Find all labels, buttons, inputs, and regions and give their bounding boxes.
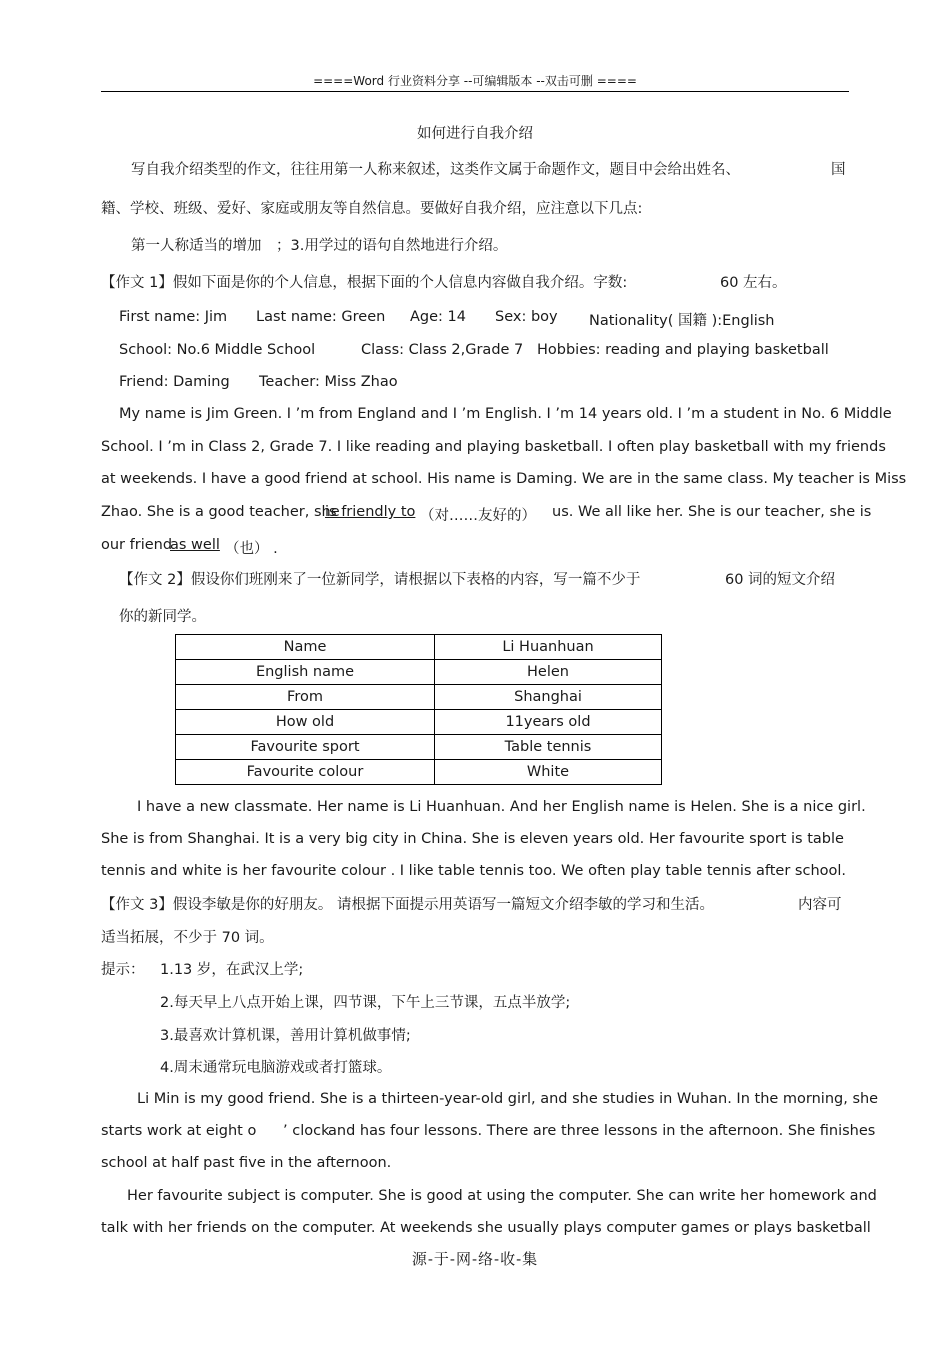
essay1-phrase-as-well-gloss: （也） .: [225, 541, 278, 557]
info-age: Age: 14: [410, 309, 466, 325]
essay3-text-line-4: Her favourite subject is computer. She is good at using the computer. She can write her homework and: [127, 1188, 877, 1204]
classmate-info-table: [175, 634, 662, 785]
intro-line-3: 第一人称适当的增加 ；3.用学过的语句自然地进行介绍。: [131, 238, 508, 254]
essay1-prompt-end: 60 左右。: [720, 275, 787, 291]
hint-item: 1.13 岁，在武汉上学;: [160, 962, 304, 978]
info-friend: Friend: Daming: [119, 374, 230, 390]
info-teacher: Teacher: Miss Zhao: [259, 374, 398, 390]
essay1-phrase-friendly-gloss: （对……友好的）: [420, 508, 536, 524]
essay1-phrase-friendly: is friendly to: [325, 504, 416, 520]
page-title: 如何进行自我介绍: [417, 126, 533, 142]
essay1-text-line-1: My name is Jim Green. I ’m from England and I ’m English. I ’m 14 years old. I ’m a student in No. 6 Middle: [119, 406, 892, 422]
info-sex: Sex: boy: [495, 309, 558, 325]
intro-line-2: 籍、学校、班级、爱好、家庭或朋友等自然信息。要做好自我介绍，应注意以下几点:: [101, 201, 643, 217]
table-key: How old: [176, 710, 435, 735]
essay1-text-line-5-start: our friend: [101, 537, 173, 553]
document-header: ====Word 行业资料分享 --可编辑版本 --双击可删 ====: [313, 74, 637, 88]
table-row: [176, 685, 662, 710]
hint-item: 2.每天早上八点开始上课，四节课，下午上三节课，五点半放学;: [160, 995, 571, 1011]
table-value: 11years old: [435, 710, 662, 735]
essay3-text-line-5: talk with her friends on the computer. At weekends she usually plays computer games or plays basketball: [101, 1220, 871, 1236]
essay3-text-line-3: school at half past five in the afternoon.: [101, 1155, 392, 1171]
table-key: Favourite sport: [176, 735, 435, 760]
header-divider: [101, 91, 849, 92]
table-key: From: [176, 685, 435, 710]
table-row: [176, 735, 662, 760]
hint-label: 提示：: [101, 962, 145, 978]
table-value: Li Huanhuan: [435, 635, 662, 660]
table-row: [176, 635, 662, 660]
info-school: School: No.6 Middle School: [119, 342, 316, 358]
essay3-prompt-end: 内容可: [798, 897, 842, 913]
essay2-prompt: 【作文 2】假设你们班刚来了一位新同学，请根据以下表格的内容，写一篇不少于: [119, 572, 641, 588]
table-row: [176, 760, 662, 785]
essay1-text-line-4-start: Zhao. She is a good teacher, she: [101, 504, 340, 520]
info-nationality: Nationality( 国籍 ):English: [589, 313, 775, 329]
essay1-phrase-as-well: as well: [170, 537, 220, 553]
essay2-prompt-end: 60 词的短文介绍: [725, 572, 836, 588]
essay3-prompt: 【作文 3】假设李敏是你的好朋友。 请根据下面提示用英语写一篇短文介绍李敏的学习和生活。: [101, 897, 714, 913]
intro-line-1: 写自我介绍类型的作文，往往用第一人称来叙述，这类作文属于命题作文，题目中会给出姓名、: [131, 162, 740, 178]
info-last-name: Last name: Green: [256, 309, 386, 325]
essay3-text-line-2-end: and has four lessons. There are three lessons in the afternoon. She finishes: [328, 1123, 876, 1139]
essay1-text-line-3: at weekends. I have a good friend at school. His name is Daming. We are in the same class. My teacher is Miss: [101, 471, 907, 487]
document-footer: 源-于-网-络-收-集: [411, 1250, 539, 1268]
info-first-name: First name: Jim: [119, 309, 228, 325]
essay1-prompt: 【作文 1】假如下面是你的个人信息，根据下面的个人信息内容做自我介绍。字数:: [101, 275, 628, 291]
intro-line-1-end: 国: [831, 162, 846, 178]
essay1-text-line-2: School. I ’m in Class 2, Grade 7. I like reading and playing basketball. I often play basketball with my friends: [101, 439, 886, 455]
essay2-prompt-line-2: 你的新同学。: [119, 609, 206, 625]
essay3-text-line-2-start: starts work at eight o: [101, 1123, 257, 1139]
hint-item: 3.最喜欢计算机课，善用计算机做事情;: [160, 1028, 411, 1044]
table-row: [176, 660, 662, 685]
info-class: Class: Class 2,Grade 7: [361, 342, 524, 358]
table-row: [176, 710, 662, 735]
table-key: English name: [176, 660, 435, 685]
essay3-text-line-1: Li Min is my good friend. She is a thirteen-year-old girl, and she studies in Wuhan. In the morning, she: [137, 1091, 879, 1107]
essay3-prompt-line-2: 适当拓展，不少于 70 词。: [101, 930, 274, 946]
essay2-text-line-1: I have a new classmate. Her name is Li Huanhuan. And her English name is Helen. She is a nice girl.: [137, 799, 866, 815]
essay2-text-line-2: She is from Shanghai. It is a very big city in China. She is eleven years old. Her favourite sport is table: [101, 831, 844, 847]
table-key: Favourite colour: [176, 760, 435, 785]
essay2-text-line-3: tennis and white is her favourite colour . I like table tennis too. We often play table tennis after school.: [101, 863, 847, 879]
essay3-text-line-2-mid: ’ clock: [283, 1123, 330, 1139]
table-key: Name: [176, 635, 435, 660]
info-hobbies: Hobbies: reading and playing basketball: [537, 342, 829, 358]
hint-item: 4.周末通常玩电脑游戏或者打篮球。: [160, 1060, 392, 1076]
table-value: Table tennis: [435, 735, 662, 760]
table-value: Shanghai: [435, 685, 662, 710]
table-value: White: [435, 760, 662, 785]
essay1-text-line-4-end: us. We all like her. She is our teacher, she is: [552, 504, 872, 520]
table-value: Helen: [435, 660, 662, 685]
